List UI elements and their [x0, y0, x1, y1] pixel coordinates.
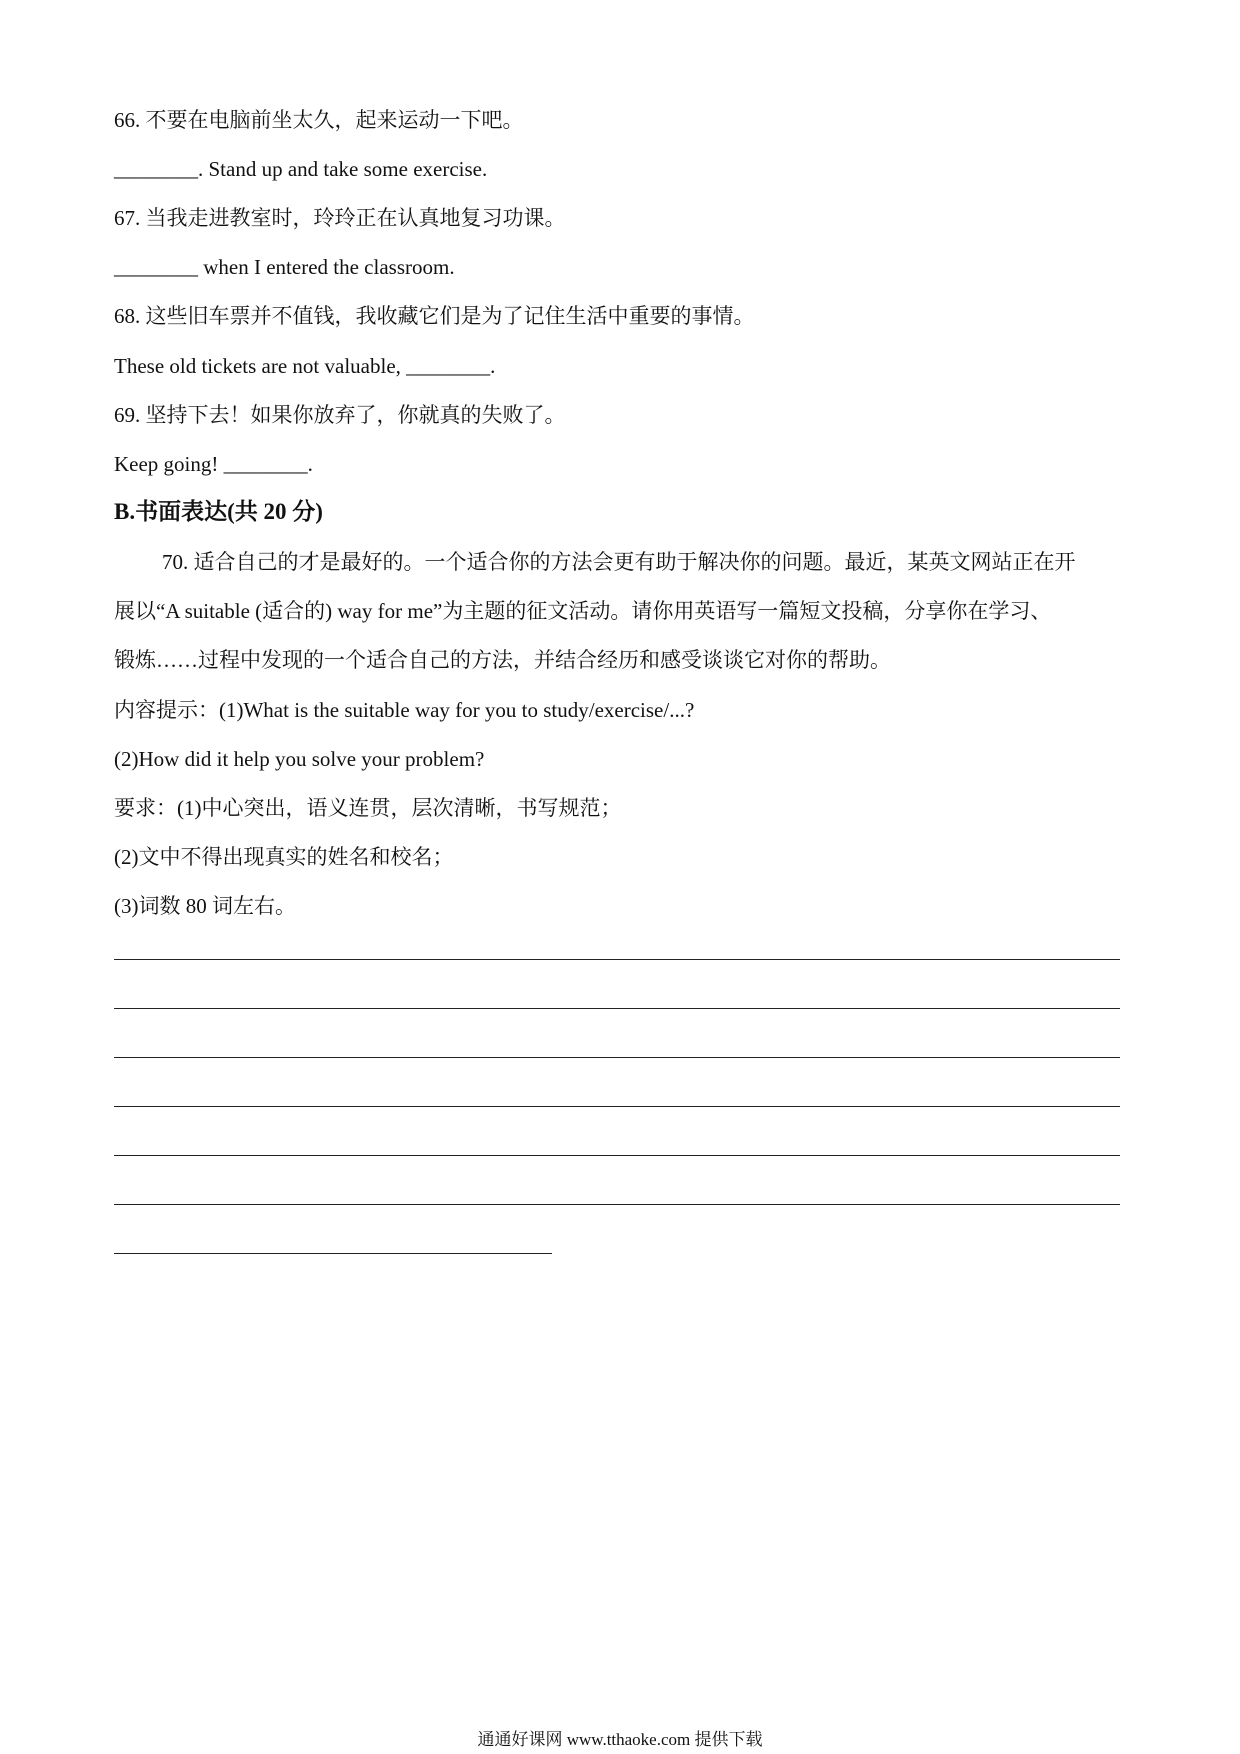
- writing-line: [114, 1155, 1120, 1156]
- writing-line: [114, 1008, 1120, 1009]
- question-66-answer-line: ________. Stand up and take some exercise.: [114, 157, 488, 181]
- question-66-prompt: 66. 不要在电脑前坐太久，起来运动一下吧。: [114, 108, 524, 132]
- writing-line: [114, 1057, 1120, 1058]
- requirement-2: (2)文中不得出现真实的姓名和校名；: [114, 845, 454, 869]
- essay-prompt-line-3: 锻炼……过程中发现的一个适合自己的方法，并结合经历和感受谈谈它对你的帮助。: [114, 648, 891, 672]
- writing-line: [114, 1106, 1120, 1107]
- content-hint-2: (2)How did it help you solve your problem?: [114, 747, 485, 771]
- question-69-answer-line: Keep going! ________.: [114, 452, 313, 476]
- content-hint-1: 内容提示：(1)What is the suitable way for you to study/exercise/...?: [114, 698, 695, 722]
- requirement-3: (3)词数 80 词左右。: [114, 894, 296, 918]
- essay-prompt-line-2: 展以“A suitable (适合的) way for me”为主题的征文活动。请你用英语写一篇短文投稿，分享你在学习、: [114, 599, 1052, 623]
- writing-line: [114, 959, 1120, 960]
- section-b-title: B.书面表达(共 20 分): [114, 499, 323, 524]
- question-67-prompt: 67. 当我走进教室时，玲玲正在认真地复习功课。: [114, 206, 566, 230]
- requirement-1: 要求：(1)中心突出，语义连贯，层次清晰，书写规范；: [114, 796, 622, 820]
- question-68-answer-line: These old tickets are not valuable, ________.: [114, 354, 496, 378]
- writing-line: [114, 1204, 1120, 1205]
- question-67-answer-line: ________ when I entered the classroom.: [114, 255, 455, 279]
- question-69-prompt: 69. 坚持下去！如果你放弃了，你就真的失败了。: [114, 403, 566, 427]
- writing-line-last: [114, 1253, 552, 1254]
- essay-prompt-line-1: 70. 适合自己的才是最好的。一个适合你的方法会更有助于解决你的问题。最近，某英文网站正在开: [162, 550, 1076, 574]
- question-68-prompt: 68. 这些旧车票并不值钱，我收藏它们是为了记住生活中重要的事情。: [114, 304, 755, 328]
- page-footer: 通通好课网 www.tthaoke.com 提供下载: [477, 1730, 763, 1749]
